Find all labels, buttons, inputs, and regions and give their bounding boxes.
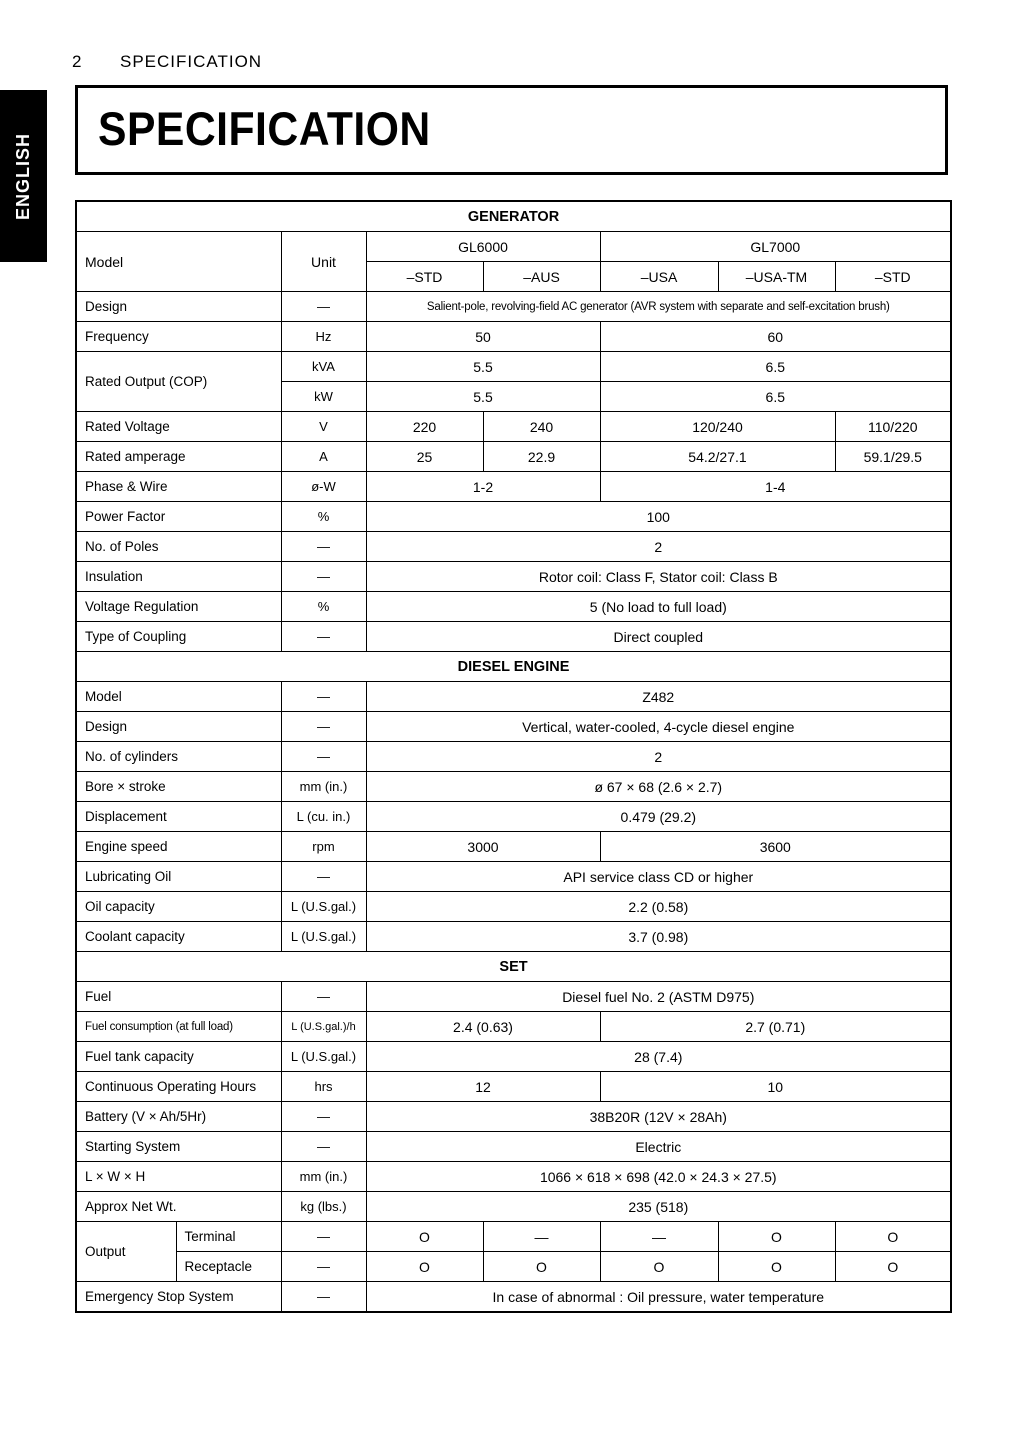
title-box [75, 85, 948, 175]
specification-table [75, 200, 952, 1313]
unit-cell: — [281, 742, 366, 772]
row-label: Displacement [76, 802, 281, 832]
value-cell: O [835, 1252, 951, 1282]
row-label: Frequency [76, 322, 281, 352]
value-cell: 54.2/27.1 [600, 442, 835, 472]
spec-table-body [76, 292, 951, 1313]
table-row [76, 1042, 951, 1072]
table-row [76, 442, 951, 472]
value-cell: O [366, 1222, 483, 1252]
row-label: Starting System [76, 1132, 281, 1162]
table-row [76, 772, 951, 802]
value-cell: 5 (No load to full load) [366, 592, 951, 622]
unit-cell: — [281, 562, 366, 592]
unit-cell: — [281, 532, 366, 562]
unit-cell: — [281, 622, 366, 652]
value-cell: Electric [366, 1132, 951, 1162]
row-label: Rated Voltage [76, 412, 281, 442]
section-header: SET [76, 952, 951, 982]
table-row [76, 952, 951, 982]
table-row [76, 1012, 951, 1042]
unit-cell: % [281, 592, 366, 622]
value-cell: 28 (7.4) [366, 1042, 951, 1072]
unit-cell: L (U.S.gal.) [281, 892, 366, 922]
value-cell: ø 67 × 68 (2.6 × 2.7) [366, 772, 951, 802]
value-cell: 1-2 [366, 472, 600, 502]
value-cell: 5.5 [366, 382, 600, 412]
variant-label: –STD [835, 262, 951, 292]
table-row [76, 472, 951, 502]
value-cell: O [600, 1252, 718, 1282]
table-row [76, 562, 951, 592]
value-cell: 240 [483, 412, 600, 442]
value-cell: 110/220 [835, 412, 951, 442]
table-row [76, 412, 951, 442]
unit-cell: — [281, 1102, 366, 1132]
value-cell: 12 [366, 1072, 600, 1102]
row-label: Design [76, 712, 281, 742]
row-label: Output [76, 1222, 176, 1282]
unit-cell: L (U.S.gal.) [281, 1042, 366, 1072]
value-cell: O [718, 1252, 835, 1282]
row-label: Rated amperage [76, 442, 281, 472]
variant-label: –USA [600, 262, 718, 292]
unit-cell: V [281, 412, 366, 442]
language-sidebar [0, 90, 47, 262]
unit-cell: % [281, 502, 366, 532]
value-cell: Z482 [366, 682, 951, 712]
row-label: Rated Output (COP) [76, 352, 281, 412]
unit-cell: kW [281, 382, 366, 412]
row-label: Approx Net Wt. [76, 1192, 281, 1222]
value-cell: 10 [600, 1072, 951, 1102]
table-section-row [76, 201, 951, 232]
table-row [76, 1252, 951, 1282]
model-name-gl7000: GL7000 [600, 232, 951, 262]
section-header: DIESEL ENGINE [76, 652, 951, 682]
unit-cell: mm (in.) [281, 1162, 366, 1192]
value-cell: 38B20R (12V × 28Ah) [366, 1102, 951, 1132]
unit-cell: A [281, 442, 366, 472]
page-title: SPECIFICATION [98, 103, 431, 156]
value-cell: 25 [366, 442, 483, 472]
row-label: Coolant capacity [76, 922, 281, 952]
value-cell: Direct coupled [366, 622, 951, 652]
unit-cell: L (U.S.gal.) [281, 922, 366, 952]
value-cell: API service class CD or higher [366, 862, 951, 892]
table-row [76, 352, 951, 382]
value-cell: 6.5 [600, 352, 951, 382]
value-cell: 50 [366, 322, 600, 352]
model-header-row [76, 232, 951, 262]
value-cell: 1-4 [600, 472, 951, 502]
table-row [76, 742, 951, 772]
variant-label: –AUS [483, 262, 600, 292]
row-label: Fuel consumption (at full load) [76, 1012, 281, 1042]
value-cell: Vertical, water-cooled, 4-cycle diesel engine [366, 712, 951, 742]
unit-cell: — [281, 982, 366, 1012]
table-row [76, 1162, 951, 1192]
row-label: Emergency Stop System [76, 1282, 281, 1313]
unit-cell: Hz [281, 322, 366, 352]
table-row [76, 892, 951, 922]
value-cell: 120/240 [600, 412, 835, 442]
unit-cell: — [281, 1252, 366, 1282]
value-cell: In case of abnormal : Oil pressure, water temperature [366, 1282, 951, 1313]
row-label: Bore × stroke [76, 772, 281, 802]
table-row [76, 802, 951, 832]
row-label: L × W × H [76, 1162, 281, 1192]
row-label: Voltage Regulation [76, 592, 281, 622]
value-cell: 2.7 (0.71) [600, 1012, 951, 1042]
value-cell: O [718, 1222, 835, 1252]
table-row [76, 292, 951, 322]
table-row [76, 1192, 951, 1222]
value-cell: 100 [366, 502, 951, 532]
table-row [76, 1102, 951, 1132]
row-label: Oil capacity [76, 892, 281, 922]
value-cell: 2.2 (0.58) [366, 892, 951, 922]
row-label: Design [76, 292, 281, 322]
unit-cell: rpm [281, 832, 366, 862]
row-label: Battery (V × Ah/5Hr) [76, 1102, 281, 1132]
value-cell: 59.1/29.5 [835, 442, 951, 472]
variant-label: –USA-TM [718, 262, 835, 292]
row-label: No. of cylinders [76, 742, 281, 772]
section-header-generator: GENERATOR [76, 201, 951, 232]
variant-label: –STD [366, 262, 483, 292]
row-label: Type of Coupling [76, 622, 281, 652]
table-row [76, 682, 951, 712]
value-cell: 22.9 [483, 442, 600, 472]
value-cell: O [483, 1252, 600, 1282]
model-header-label: Model [76, 232, 281, 292]
value-cell: Diesel fuel No. 2 (ASTM D975) [366, 982, 951, 1012]
unit-cell: — [281, 1282, 366, 1313]
unit-cell: kVA [281, 352, 366, 382]
row-label: Engine speed [76, 832, 281, 862]
unit-cell: — [281, 712, 366, 742]
value-cell: — [600, 1222, 718, 1252]
unit-cell: — [281, 1222, 366, 1252]
value-cell: 6.5 [600, 382, 951, 412]
table-row [76, 1072, 951, 1102]
unit-cell: — [281, 1132, 366, 1162]
model-name-gl6000: GL6000 [366, 232, 600, 262]
unit-cell: — [281, 862, 366, 892]
page-header [72, 52, 262, 72]
row-label: Model [76, 682, 281, 712]
unit-cell: hrs [281, 1072, 366, 1102]
value-cell: 3000 [366, 832, 600, 862]
page-header-text: SPECIFICATION [120, 52, 263, 71]
value-cell: 5.5 [366, 352, 600, 382]
table-row [76, 922, 951, 952]
value-cell: 235 (518) [366, 1192, 951, 1222]
table-row [76, 832, 951, 862]
row-label: Insulation [76, 562, 281, 592]
value-cell: 0.479 (29.2) [366, 802, 951, 832]
row-label: Fuel tank capacity [76, 1042, 281, 1072]
unit-cell: L (U.S.gal.)/h [281, 1012, 366, 1042]
unit-header-label: Unit [281, 232, 366, 292]
row-sublabel: Receptacle [176, 1252, 281, 1282]
value-cell: — [483, 1222, 600, 1252]
value-cell: 220 [366, 412, 483, 442]
table-row [76, 322, 951, 352]
table-row [76, 1222, 951, 1252]
row-label: No. of Poles [76, 532, 281, 562]
value-cell: 2.4 (0.63) [366, 1012, 600, 1042]
row-label: Fuel [76, 982, 281, 1012]
row-sublabel: Terminal [176, 1222, 281, 1252]
table-row [76, 1282, 951, 1313]
table-row [76, 982, 951, 1012]
unit-cell: L (cu. in.) [281, 802, 366, 832]
value-cell: 3600 [600, 832, 951, 862]
unit-cell: ø-W [281, 472, 366, 502]
unit-cell: mm (in.) [281, 772, 366, 802]
table-row [76, 1132, 951, 1162]
value-cell: O [366, 1252, 483, 1282]
unit-cell: — [281, 292, 366, 322]
table-row [76, 502, 951, 532]
value-cell: 2 [366, 742, 951, 772]
row-label: Continuous Operating Hours [76, 1072, 281, 1102]
table-row [76, 712, 951, 742]
table-row [76, 592, 951, 622]
unit-cell: kg (lbs.) [281, 1192, 366, 1222]
row-label: Phase & Wire [76, 472, 281, 502]
value-cell: 60 [600, 322, 951, 352]
table-row [76, 862, 951, 892]
table-row [76, 622, 951, 652]
unit-cell: — [281, 682, 366, 712]
table-row [76, 652, 951, 682]
language-label: ENGLISH [13, 132, 34, 220]
value-cell: 1066 × 618 × 698 (42.0 × 24.3 × 27.5) [366, 1162, 951, 1192]
table-row [76, 532, 951, 562]
value-cell: Salient-pole, revolving-field AC generator (AVR system with separate and self-excitation brush) [366, 292, 951, 322]
value-cell: 2 [366, 532, 951, 562]
value-cell: Rotor coil: Class F, Stator coil: Class B [366, 562, 951, 592]
page-number: 2 [72, 52, 83, 71]
row-label: Power Factor [76, 502, 281, 532]
value-cell: 3.7 (0.98) [366, 922, 951, 952]
value-cell: O [835, 1222, 951, 1252]
row-label: Lubricating Oil [76, 862, 281, 892]
